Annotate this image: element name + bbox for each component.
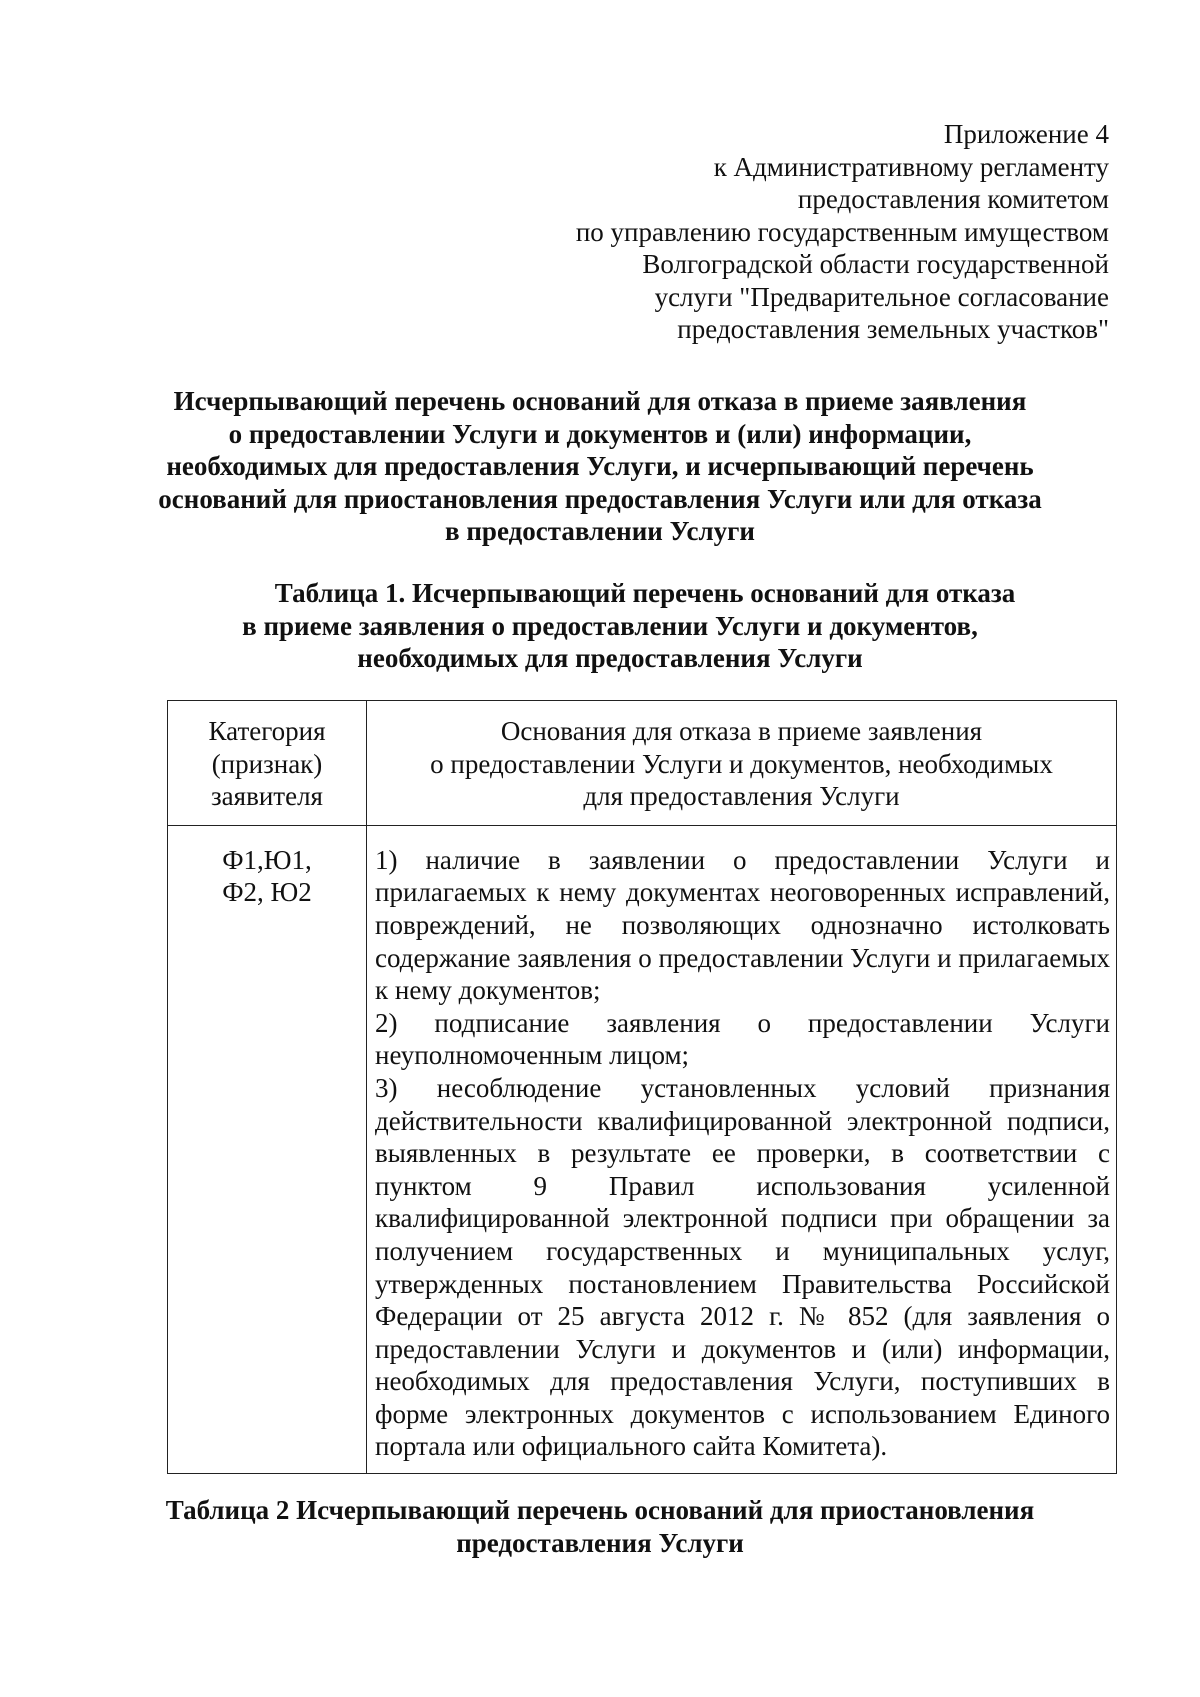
annex-line: к Административному регламенту bbox=[713, 151, 1109, 182]
reason-item: 2) подписание заявления о предоставлении Услуги неуполномоченным лицом; bbox=[375, 1007, 1110, 1071]
caption-line: необходимых для предоставления Услуги bbox=[357, 643, 863, 673]
header-reason-line: о предоставлении Услуги и документов, необходимых bbox=[430, 748, 1053, 779]
caption-line: Таблица 2 Исчерпывающий перечень оснований для приостановления bbox=[165, 1495, 1035, 1525]
table2-caption bbox=[120, 1494, 1080, 1559]
title-line: о предоставлении Услуги и документов и (или) информации, bbox=[228, 418, 972, 449]
header-category-cell bbox=[168, 701, 367, 826]
header-reason-line: для предоставления Услуги bbox=[583, 781, 900, 812]
header-reason-line: Основания для отказа в приеме заявления bbox=[500, 716, 983, 746]
table-header-row bbox=[168, 701, 1117, 826]
header-category-line: заявителя bbox=[211, 781, 323, 812]
annex-line: услуги "Предварительное согласование bbox=[654, 281, 1109, 312]
document-title bbox=[120, 385, 1080, 548]
table1-caption bbox=[150, 577, 1070, 675]
annex-line: Волгоградской области государственной bbox=[642, 249, 1109, 279]
caption-line: Таблица 1. Исчерпывающий перечень оснований для отказа bbox=[274, 578, 1016, 608]
annex-line: предоставления комитетом bbox=[797, 184, 1109, 214]
category-cell bbox=[168, 825, 367, 1473]
annex-line: Приложение 4 bbox=[943, 119, 1109, 149]
header-category-line: Категория bbox=[208, 716, 326, 746]
category-line: Ф1,Ю1, bbox=[222, 844, 312, 875]
caption-line: в приеме заявления о предоставлении Услуги и документов, bbox=[242, 610, 978, 641]
header-reason-cell bbox=[367, 701, 1117, 826]
annex-line: по управлению государственным имуществом bbox=[575, 216, 1109, 247]
refusal-grounds-table bbox=[167, 700, 1117, 1474]
reason-item: 3) несоблюдение установленных условий признания действительности квалифицированной электронной подписи, выявленных в результате ее проверки, в соответствии с пунктом 9 Правил использования усиленной квалифицированной электронной подписи при обращении за получением государственных и муниципальных услуг, утвержденных постановлением Правительства Российской Федерации от 25 августа 2012 г. № 852 (для заявления о предоставлении Услуги и документов и (или) информации, необходимых для предоставления Услуги, поступивших в форме электронных документов с использованием Единого портала или официального сайта Комитета). bbox=[375, 1072, 1110, 1462]
caption-line: предоставления Услуги bbox=[456, 1527, 744, 1558]
title-line: необходимых для предоставления Услуги, и исчерпывающий перечень bbox=[166, 451, 1034, 481]
annex-line: предоставления земельных участков" bbox=[677, 314, 1109, 344]
title-line: Исчерпывающий перечень оснований для отказа в приеме заявления bbox=[173, 386, 1027, 416]
annex-header bbox=[489, 118, 1109, 346]
header-category-line: (признак) bbox=[211, 748, 323, 779]
table-row bbox=[168, 825, 1117, 1473]
title-line: в предоставлении Услуги bbox=[445, 516, 755, 546]
reasons-cell bbox=[367, 825, 1117, 1473]
reason-item: 1) наличие в заявлении о предоставлении Услуги и прилагаемых к нему документах неоговоренных исправлений, повреждений, не позволяющих однозначно истолковать содержание заявления о предоставлении Услуги и прилагаемых к нему документов; bbox=[375, 844, 1110, 1006]
title-line: оснований для приостановления предоставления Услуги или для отказа bbox=[158, 483, 1042, 514]
category-line: Ф2, Ю2 bbox=[222, 877, 312, 908]
